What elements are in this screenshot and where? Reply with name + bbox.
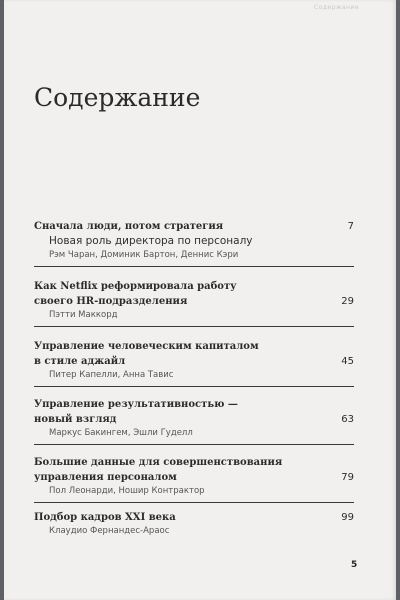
toc-entry[interactable]: [34, 455, 354, 503]
book-page: [4, 0, 396, 600]
divider: [34, 326, 354, 327]
toc-entry[interactable]: [34, 219, 354, 267]
entry-title-line: Подбор кадров XXI века 99: [34, 512, 354, 523]
page-number: 45: [341, 356, 354, 367]
divider: [34, 444, 354, 445]
entry-authors: Питер Капелли, Анна Тавис: [49, 370, 174, 380]
entry-authors: Клаудио Фернандес-Араос: [49, 526, 170, 536]
entry-title-line: Управление человеческим капиталом: [34, 341, 259, 352]
toc-entry[interactable]: [34, 397, 354, 445]
entry-authors: Пол Леонарди, Ношир Контрактор: [49, 486, 205, 496]
divider: [34, 502, 354, 503]
page-folio: 5: [351, 560, 358, 570]
page-number: 99: [341, 512, 354, 523]
toc-entry[interactable]: [34, 339, 354, 387]
entry-title-line: управления персоналом 79: [34, 472, 354, 483]
page-number: 63: [341, 414, 354, 425]
entry-title-line: Сначала люди, потом стратегия 7: [34, 221, 354, 232]
page-number: 7: [347, 221, 354, 232]
entry-authors: Маркус Бакингем, Эшли Гуделл: [49, 428, 193, 438]
entry-authors: Рэм Чаран, Доминик Бартон, Деннис Кэри: [49, 250, 239, 260]
entry-title-line: Управление результативностью —: [34, 399, 238, 410]
page-number: 79: [341, 472, 354, 483]
entry-authors: Пэтти Маккорд: [49, 310, 118, 320]
toc-entry[interactable]: [34, 510, 354, 538]
running-head: Содержание: [314, 4, 360, 11]
toc-entry[interactable]: [34, 279, 354, 327]
entry-title-line: своего HR-подразделения 29: [34, 296, 354, 307]
page-title: Содержание: [34, 83, 201, 112]
entry-title-line: новый взгляд 63: [34, 414, 354, 425]
entry-title-line: Большие данные для совершенствования: [34, 457, 283, 468]
entry-subtitle: Новая роль директора по персоналу: [49, 235, 253, 247]
divider: [34, 266, 354, 267]
entry-title-line: Как Netflix реформировала работу: [34, 281, 237, 292]
divider: [34, 386, 354, 387]
page-number: 29: [341, 296, 354, 307]
entry-title-line: в стиле аджайл 45: [34, 356, 354, 367]
